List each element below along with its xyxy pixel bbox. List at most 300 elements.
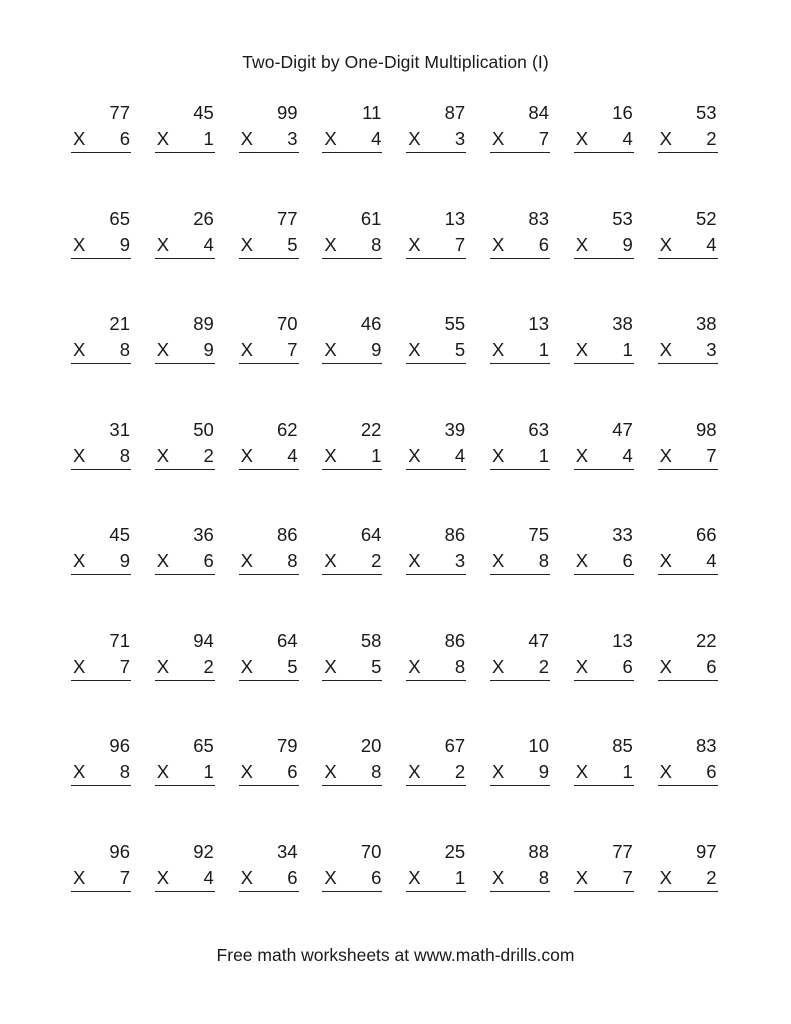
multiplier-line (322, 656, 382, 681)
multiplication-problem (155, 206, 215, 270)
multiply-sign: X (73, 444, 86, 466)
multiplication-problem (658, 839, 718, 903)
multiply-sign: X (240, 233, 253, 255)
multiplication-problem (322, 733, 382, 797)
multiplier: 8 (454, 655, 466, 677)
multiplicand: 71 (109, 629, 130, 651)
multiply-sign: X (324, 444, 337, 466)
multiplication-problem (322, 628, 382, 692)
multiplier-line (71, 128, 131, 153)
multiplication-problem (322, 311, 382, 375)
multiplicand: 79 (277, 735, 298, 756)
multiplication-problem (239, 628, 299, 692)
multiplicand: 13 (528, 313, 549, 334)
multiply-sign: X (659, 339, 672, 360)
multiply-sign: X (324, 128, 337, 149)
multiplier: 4 (203, 866, 214, 888)
multiplier: 7 (454, 233, 466, 255)
multiplicand: 64 (360, 524, 382, 545)
multiplicand: 25 (444, 840, 466, 862)
multiplicand: 85 (612, 735, 633, 756)
multiply-sign: X (324, 655, 337, 677)
multiply-sign: X (73, 339, 86, 360)
multiplicand: 83 (696, 735, 717, 756)
multiplication-problem (155, 311, 215, 375)
multiplier: 9 (371, 339, 382, 360)
multiply-sign: X (240, 339, 253, 360)
multiplier-line (406, 128, 466, 153)
multiplier-line (155, 656, 215, 681)
multiplier-line (71, 867, 131, 892)
multiply-sign: X (324, 339, 337, 360)
multiplication-problem (239, 839, 299, 903)
multiplicand: 67 (444, 735, 466, 756)
multiplicand: 96 (109, 840, 130, 862)
multiplication-problem (239, 417, 299, 481)
multiplier: 6 (706, 655, 717, 677)
multiplicand: 55 (444, 313, 466, 334)
multiply-sign: X (73, 550, 86, 571)
multiplication-problem (658, 417, 718, 481)
multiplier-line (239, 550, 299, 575)
footer-credit: Free math worksheets at www.math-drills.com (216, 945, 575, 965)
multiply-sign: X (575, 550, 589, 571)
multiplier: 1 (371, 444, 382, 466)
multiplier-line (574, 445, 634, 470)
multiplicand: 53 (696, 102, 717, 123)
multiplicand: 70 (360, 840, 382, 862)
multiplier: 4 (706, 550, 717, 571)
multiplication-problem (490, 206, 550, 270)
multiplication-problem (322, 417, 382, 481)
multiplication-problem (71, 733, 131, 797)
multiplicand: 46 (360, 313, 382, 334)
multiplier-line (406, 550, 466, 575)
multiplication-problem (155, 417, 215, 481)
multiplier: 6 (287, 866, 298, 888)
multiply-sign: X (240, 866, 253, 888)
multiplicand: 65 (109, 207, 130, 229)
multiplier: 8 (119, 761, 130, 782)
multiplicand: 92 (193, 840, 214, 862)
multiplier: 9 (622, 233, 633, 255)
multiplicand: 16 (612, 102, 633, 123)
multiply-sign: X (575, 866, 589, 888)
multiplicand: 63 (528, 418, 549, 440)
multiplier-line (490, 128, 550, 153)
multiply-sign: X (491, 233, 505, 255)
multiplier-line (490, 339, 550, 364)
multiply-sign: X (408, 761, 421, 782)
multiplier-line (239, 234, 299, 259)
multiplier-line (155, 867, 215, 892)
multiplication-problem (406, 839, 466, 903)
multiplier-line (155, 761, 215, 786)
multiplier: 7 (706, 444, 717, 466)
multiply-sign: X (491, 339, 505, 360)
multiply-sign: X (659, 866, 672, 888)
multiplicand: 38 (696, 313, 717, 334)
multiplication-problem (239, 311, 299, 375)
multiplier-line (155, 445, 215, 470)
multiplicand: 47 (612, 418, 633, 440)
multiply-sign: X (324, 761, 337, 782)
multiplication-problem (490, 311, 550, 375)
multiplier: 8 (119, 339, 130, 360)
multiplier-line (71, 234, 131, 259)
multiply-sign: X (240, 444, 253, 466)
multiplier: 4 (706, 233, 717, 255)
multiplicand: 70 (277, 313, 298, 334)
multiplication-problem (490, 628, 550, 692)
multiply-sign: X (408, 655, 421, 677)
multiplication-problem (71, 206, 131, 270)
multiply-sign: X (408, 233, 421, 255)
multiplier-line (322, 761, 382, 786)
page-title: Two-Digit by One-Digit Multiplication (I) (242, 52, 549, 72)
multiplier: 6 (622, 655, 633, 677)
multiplicand: 62 (277, 418, 298, 440)
multiplicand: 58 (360, 629, 382, 651)
multiplicand: 83 (528, 207, 549, 229)
multiplier: 8 (119, 444, 130, 466)
multiplier-line (658, 867, 718, 892)
multiplier-line (239, 656, 299, 681)
multiply-sign: X (575, 761, 589, 782)
multiplier-line (239, 128, 299, 153)
multiplier: 1 (454, 866, 466, 888)
multiplier-line (155, 234, 215, 259)
multiply-sign: X (156, 339, 170, 360)
multiplication-problem (155, 839, 215, 903)
multiply-sign: X (156, 128, 170, 149)
problem-row (71, 522, 718, 628)
multiplier-line (406, 867, 466, 892)
multiply-sign: X (575, 444, 589, 466)
multiplier-line (239, 445, 299, 470)
multiplication-problem (239, 733, 299, 797)
multiplier-line (71, 550, 131, 575)
multiplier-line (658, 656, 718, 681)
multiplier-line (322, 339, 382, 364)
multiplicand: 33 (612, 524, 633, 545)
multiplicand: 87 (444, 102, 466, 123)
multiplicand: 45 (193, 102, 214, 123)
multiplication-problem (71, 311, 131, 375)
multiply-sign: X (575, 339, 589, 360)
multiplier-line (71, 761, 131, 786)
multiplier: 7 (538, 128, 549, 149)
multiplier-line (71, 656, 131, 681)
problem-row (71, 100, 718, 206)
multiplication-problem (490, 733, 550, 797)
multiplicand: 11 (362, 102, 382, 123)
multiplier-line (574, 761, 634, 786)
multiplier-line (322, 445, 382, 470)
multiplication-problem (71, 417, 131, 481)
multiplier: 1 (203, 128, 214, 149)
multiply-sign: X (324, 550, 337, 571)
multiplier: 8 (538, 550, 549, 571)
multiplier: 3 (287, 128, 298, 149)
multiplier-line (406, 339, 466, 364)
multiplier-line (658, 339, 718, 364)
multiplication-problem (406, 628, 466, 692)
multiplier-line (658, 550, 718, 575)
multiplier-line (406, 445, 466, 470)
multiply-sign: X (408, 339, 421, 360)
multiply-sign: X (156, 233, 170, 255)
multiplier: 6 (622, 550, 633, 571)
multiplier: 8 (287, 550, 298, 571)
multiplicand: 61 (360, 207, 382, 229)
multiplier: 4 (622, 444, 633, 466)
multiply-sign: X (73, 866, 86, 888)
multiplier: 2 (538, 655, 549, 677)
multiplier-line (574, 550, 634, 575)
multiplicand: 45 (109, 524, 130, 545)
multiply-sign: X (408, 444, 421, 466)
multiplier: 7 (622, 866, 633, 888)
multiply-sign: X (575, 128, 589, 149)
multiplier: 9 (203, 339, 214, 360)
multiplier: 7 (119, 655, 130, 677)
multiplicand: 66 (696, 524, 717, 545)
multiplier: 9 (119, 550, 130, 571)
multiplier-line (658, 234, 718, 259)
multiplicand: 36 (193, 524, 214, 545)
problem-row (71, 417, 718, 523)
multiply-sign: X (73, 128, 86, 149)
multiplication-problem (71, 839, 131, 903)
multiplier-line (574, 656, 634, 681)
multiplicand: 77 (277, 207, 298, 229)
problem-grid (71, 100, 718, 944)
multiplicand: 22 (360, 418, 382, 440)
multiplication-problem (490, 522, 550, 586)
multiplier: 5 (287, 655, 298, 677)
multiplicand: 75 (528, 524, 549, 545)
multiplier: 6 (203, 550, 214, 571)
multiplier: 4 (287, 444, 298, 466)
multiply-sign: X (156, 761, 170, 782)
multiplication-problem (322, 100, 382, 164)
multiplication-problem (406, 733, 466, 797)
multiplicand: 99 (277, 102, 298, 123)
multiplication-problem (574, 206, 634, 270)
multiplier: 1 (203, 761, 214, 782)
multiplicand: 53 (612, 207, 633, 229)
multiply-sign: X (240, 761, 253, 782)
multiplier: 4 (622, 128, 633, 149)
multiplicand: 38 (612, 313, 633, 334)
multiplicand: 98 (696, 418, 717, 440)
multiplication-problem (406, 311, 466, 375)
multiplicand: 34 (277, 840, 298, 862)
multiplicand: 52 (696, 207, 717, 229)
multiplicand: 31 (109, 418, 130, 440)
multiplier-line (322, 234, 382, 259)
multiplicand: 10 (528, 735, 549, 756)
multiplication-problem (658, 206, 718, 270)
multiplicand: 89 (193, 313, 214, 334)
multiplier: 8 (538, 866, 549, 888)
multiplication-problem (574, 839, 634, 903)
multiplier: 1 (538, 339, 549, 360)
multiplication-problem (406, 522, 466, 586)
multiply-sign: X (240, 655, 253, 677)
multiplier: 2 (203, 655, 214, 677)
problem-row (71, 628, 718, 734)
multiplication-problem (658, 522, 718, 586)
multiplier: 2 (706, 128, 717, 149)
multiplier-line (490, 761, 550, 786)
multiply-sign: X (491, 761, 505, 782)
multiplier-line (574, 234, 634, 259)
multiplication-problem (155, 100, 215, 164)
multiplier-line (658, 445, 718, 470)
multiplier: 8 (371, 761, 382, 782)
multiplicand: 77 (109, 102, 130, 123)
multiplier: 1 (622, 761, 633, 782)
multiplier: 6 (706, 761, 717, 782)
multiplicand: 84 (528, 102, 549, 123)
multiplicand: 86 (444, 524, 466, 545)
multiplicand: 13 (444, 207, 466, 229)
multiply-sign: X (73, 233, 86, 255)
multiplicand: 96 (109, 735, 130, 756)
multiply-sign: X (73, 655, 86, 677)
multiplication-problem (239, 206, 299, 270)
multiply-sign: X (659, 128, 672, 149)
multiply-sign: X (408, 128, 421, 149)
multiplication-problem (406, 206, 466, 270)
multiplication-problem (406, 100, 466, 164)
multiply-sign: X (156, 550, 170, 571)
multiply-sign: X (324, 866, 337, 888)
multiply-sign: X (73, 761, 86, 782)
multiply-sign: X (659, 761, 672, 782)
multiplication-problem (322, 522, 382, 586)
multiplier-line (490, 867, 550, 892)
multiplication-problem (71, 628, 131, 692)
multiplier: 1 (622, 339, 633, 360)
multiplier: 6 (119, 128, 130, 149)
multiply-sign: X (659, 655, 672, 677)
multiplier: 5 (287, 233, 298, 255)
multiply-sign: X (575, 655, 589, 677)
multiplier-line (658, 761, 718, 786)
multiplier: 6 (287, 761, 298, 782)
multiplication-problem (71, 100, 131, 164)
multiplier: 2 (454, 761, 466, 782)
multiplier: 9 (119, 233, 130, 255)
multiply-sign: X (491, 444, 505, 466)
multiplier-line (155, 339, 215, 364)
multiplier: 8 (371, 233, 382, 255)
multiplication-problem (239, 100, 299, 164)
multiplication-problem (574, 417, 634, 481)
multiply-sign: X (156, 655, 170, 677)
multiplicand: 47 (528, 629, 549, 651)
multiply-sign: X (659, 233, 672, 255)
multiplier: 4 (203, 233, 214, 255)
multiply-sign: X (240, 550, 253, 571)
multiplicand: 22 (696, 629, 717, 651)
multiply-sign: X (491, 866, 505, 888)
problem-row (71, 206, 718, 312)
multiply-sign: X (240, 128, 253, 149)
multiplier: 3 (706, 339, 717, 360)
multiply-sign: X (575, 233, 589, 255)
multiplicand: 77 (612, 840, 633, 862)
multiplication-problem (155, 733, 215, 797)
multiplier-line (155, 128, 215, 153)
multiplication-problem (574, 311, 634, 375)
multiplicand: 39 (444, 418, 466, 440)
multiplier-line (574, 867, 634, 892)
multiplier: 4 (454, 444, 466, 466)
multiplier-line (322, 867, 382, 892)
multiplier: 7 (119, 866, 130, 888)
multiplicand: 13 (612, 629, 633, 651)
multiplicand: 97 (696, 840, 717, 862)
multiplier-line (239, 761, 299, 786)
multiplicand: 86 (444, 629, 466, 651)
multiplier-line (322, 550, 382, 575)
multiplication-problem (239, 522, 299, 586)
multiplicand: 20 (360, 735, 382, 756)
multiplication-problem (658, 733, 718, 797)
multiplication-problem (406, 417, 466, 481)
multiplier-line (490, 656, 550, 681)
multiply-sign: X (491, 128, 505, 149)
multiplication-problem (71, 522, 131, 586)
multiplicand: 94 (193, 629, 214, 651)
multiplicand: 21 (109, 313, 130, 334)
multiplier-line (490, 234, 550, 259)
multiply-sign: X (491, 550, 505, 571)
multiplication-problem (155, 628, 215, 692)
multiplier-line (406, 234, 466, 259)
multiplication-problem (574, 628, 634, 692)
multiplication-problem (574, 733, 634, 797)
multiplier: 4 (371, 128, 382, 149)
multiplication-problem (574, 522, 634, 586)
multiplier: 3 (454, 550, 466, 571)
problem-row (71, 311, 718, 417)
multiply-sign: X (408, 866, 421, 888)
multiplier-line (239, 867, 299, 892)
multiplier: 7 (287, 339, 298, 360)
multiplier-line (155, 550, 215, 575)
multiplier-line (322, 128, 382, 153)
multiplier: 3 (454, 128, 466, 149)
problem-row (71, 733, 718, 839)
multiply-sign: X (156, 866, 170, 888)
multiplier-line (490, 445, 550, 470)
multiplication-problem (658, 311, 718, 375)
multiplier-line (490, 550, 550, 575)
multiplier-line (574, 339, 634, 364)
multiplicand: 65 (193, 735, 214, 756)
multiplicand: 50 (193, 418, 214, 440)
multiplier-line (406, 656, 466, 681)
multiply-sign: X (659, 444, 672, 466)
multiplicand: 64 (277, 629, 298, 651)
multiplier: 2 (203, 444, 214, 466)
multiplier: 6 (538, 233, 549, 255)
